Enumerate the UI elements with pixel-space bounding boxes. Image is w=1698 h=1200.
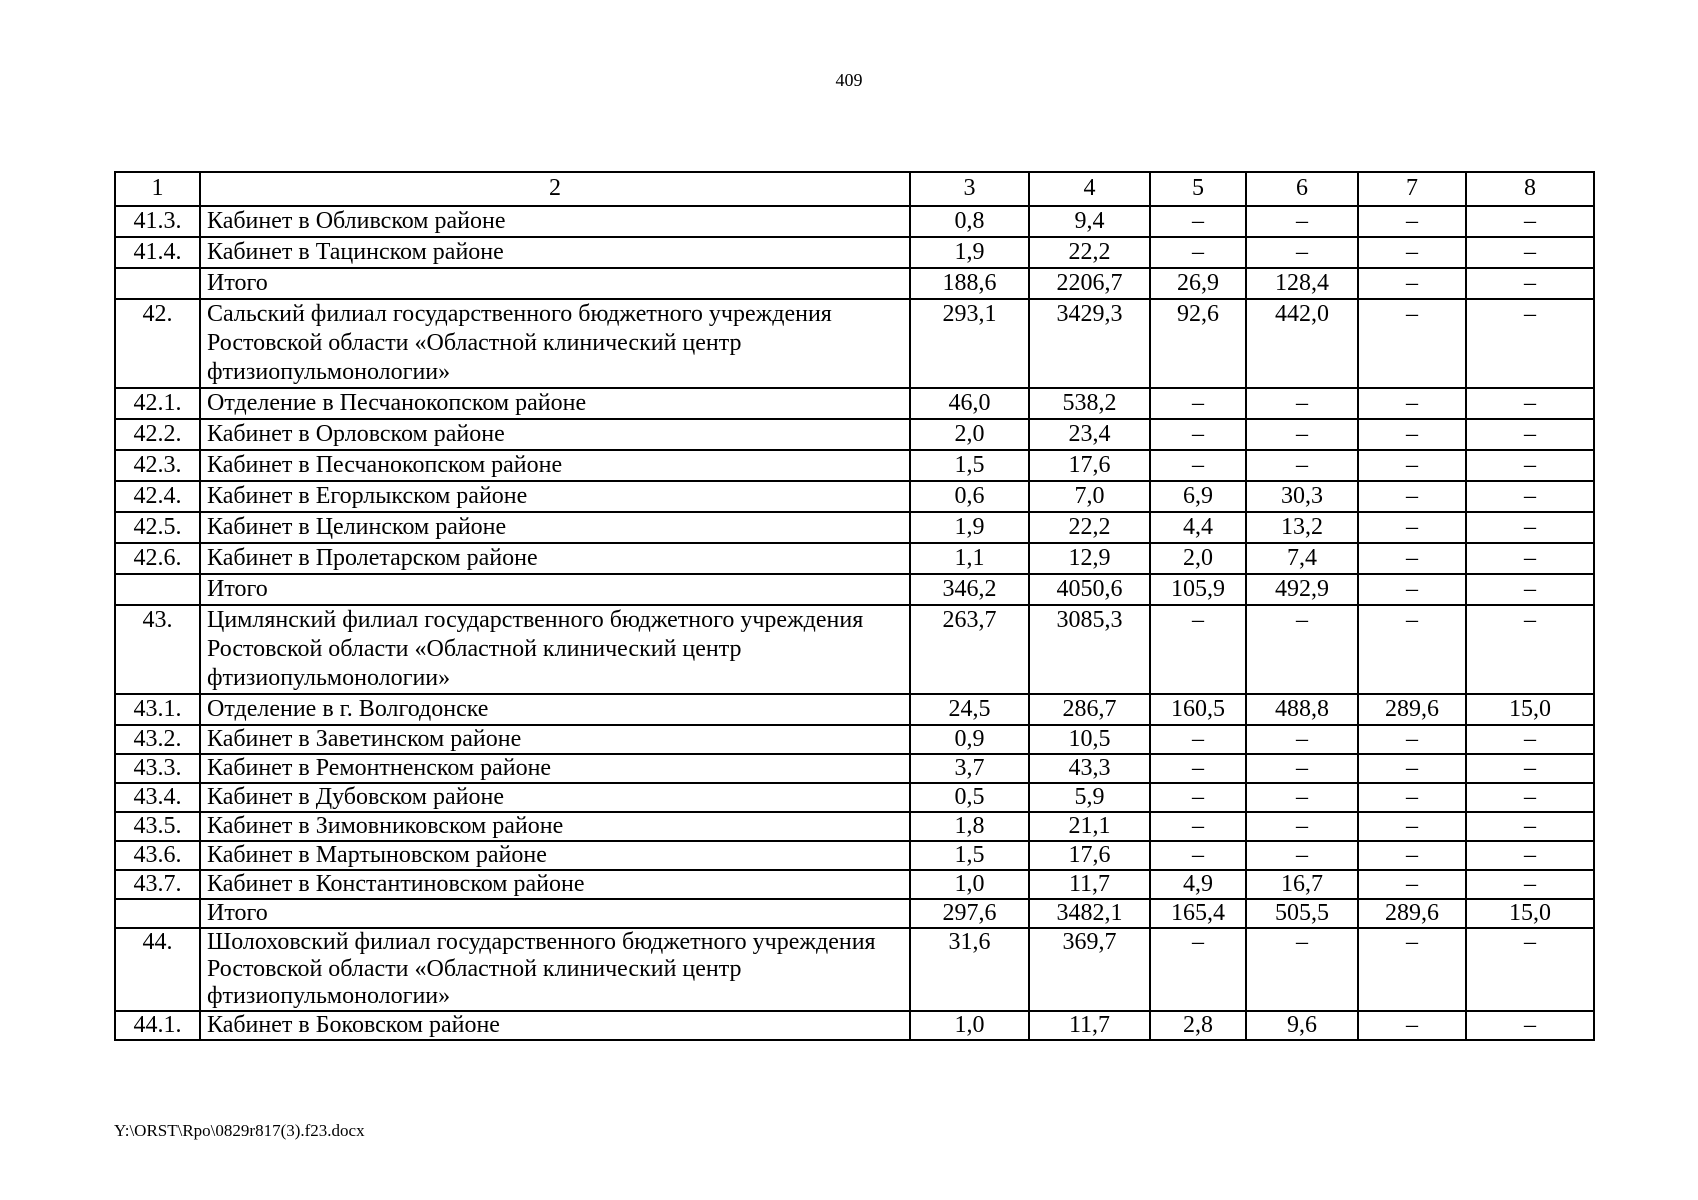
col5-value-cell: 4,9 [1150,870,1246,899]
col7-value-cell: 289,6 [1358,899,1466,928]
col4-value-cell: 5,9 [1029,783,1150,812]
row-number-cell [115,899,200,928]
col3-value-cell: 0,9 [910,725,1029,754]
col3-value-cell: 346,2 [910,574,1029,605]
col8-value-cell: – [1466,543,1594,574]
col5-value-cell: 2,0 [1150,543,1246,574]
col8-value-cell: – [1466,268,1594,299]
table-row [115,928,1594,1011]
col8-value-cell: – [1466,725,1594,754]
table-row [115,512,1594,543]
table-row [115,206,1594,237]
col4-value-cell: 9,4 [1029,206,1150,237]
row-number-cell: 44.1. [115,1011,200,1040]
col4-value-cell: 12,9 [1029,543,1150,574]
col3-value-cell: 1,9 [910,512,1029,543]
col6-value-cell: – [1246,928,1358,1011]
row-name-cell: Итого [200,268,910,299]
col7-value-cell: – [1358,206,1466,237]
row-number-cell: 43.5. [115,812,200,841]
col6-value-cell: – [1246,841,1358,870]
row-number-cell: 43.2. [115,725,200,754]
col7-value-cell: 289,6 [1358,694,1466,725]
col8-value-cell: – [1466,574,1594,605]
col3-value-cell: 1,5 [910,841,1029,870]
col4-value-cell: 22,2 [1029,237,1150,268]
col7-value-cell: – [1358,268,1466,299]
row-number-cell: 43.1. [115,694,200,725]
header-cell: 5 [1150,172,1246,206]
row-number-cell: 43.6. [115,841,200,870]
table-row [115,754,1594,783]
col8-value-cell: – [1466,754,1594,783]
col4-value-cell: 3429,3 [1029,299,1150,388]
col7-value-cell: – [1358,299,1466,388]
col3-value-cell: 24,5 [910,694,1029,725]
col5-value-cell: – [1150,783,1246,812]
row-number-cell: 42.1. [115,388,200,419]
col3-value-cell: 297,6 [910,899,1029,928]
col5-value-cell: 92,6 [1150,299,1246,388]
col8-value-cell: – [1466,450,1594,481]
row-name-cell: Кабинет в Песчанокопском районе [200,450,910,481]
header-cell: 7 [1358,172,1466,206]
col7-value-cell: – [1358,725,1466,754]
col5-value-cell: 165,4 [1150,899,1246,928]
col6-value-cell: – [1246,783,1358,812]
row-number-cell: 43.3. [115,754,200,783]
col7-value-cell: – [1358,1011,1466,1040]
col5-value-cell: – [1150,237,1246,268]
col3-value-cell: 1,0 [910,870,1029,899]
col8-value-cell: – [1466,870,1594,899]
col7-value-cell: – [1358,574,1466,605]
row-name-cell: Цимлянский филиал государственного бюджетного учреждения Ростовской области «Областной клинический центр фтизиопульмонологии» [200,605,910,694]
table-row [115,870,1594,899]
row-number-cell: 44. [115,928,200,1011]
col3-value-cell: 1,0 [910,1011,1029,1040]
table-row [115,1011,1594,1040]
col4-value-cell: 538,2 [1029,388,1150,419]
col7-value-cell: – [1358,605,1466,694]
col8-value-cell: – [1466,419,1594,450]
header-cell: 8 [1466,172,1594,206]
row-number-cell: 42.4. [115,481,200,512]
table-row [115,812,1594,841]
row-name-cell: Кабинет в Орловском районе [200,419,910,450]
row-name-cell: Шолоховский филиал государственного бюджетного учреждения Ростовской области «Областной клинический центр фтизиопульмонологии» [200,928,910,1011]
col3-value-cell: 1,1 [910,543,1029,574]
row-name-cell: Отделение в г. Волгодонске [200,694,910,725]
col4-value-cell: 11,7 [1029,870,1150,899]
row-number-cell: 43. [115,605,200,694]
col7-value-cell: – [1358,450,1466,481]
col8-value-cell: – [1466,481,1594,512]
table-row [115,299,1594,388]
col8-value-cell: – [1466,206,1594,237]
row-name-cell: Кабинет в Пролетарском районе [200,543,910,574]
row-name-cell: Кабинет в Мартыновском районе [200,841,910,870]
row-number-cell: 42.3. [115,450,200,481]
row-name-cell: Итого [200,574,910,605]
col6-value-cell: – [1246,725,1358,754]
row-number-cell: 42.5. [115,512,200,543]
header-cell: 3 [910,172,1029,206]
row-number-cell [115,268,200,299]
row-number-cell: 42.6. [115,543,200,574]
row-name-cell: Кабинет в Тацинском районе [200,237,910,268]
table-row [115,237,1594,268]
col3-value-cell: 1,8 [910,812,1029,841]
header-cell: 1 [115,172,200,206]
col7-value-cell: – [1358,543,1466,574]
row-name-cell: Кабинет в Ремонтненском районе [200,754,910,783]
col7-value-cell: – [1358,512,1466,543]
row-name-cell: Кабинет в Боковском районе [200,1011,910,1040]
col6-value-cell: – [1246,605,1358,694]
col4-value-cell: 11,7 [1029,1011,1150,1040]
table-row [115,694,1594,725]
col5-value-cell: – [1150,725,1246,754]
row-number-cell [115,574,200,605]
col3-value-cell: 3,7 [910,754,1029,783]
col3-value-cell: 1,9 [910,237,1029,268]
col6-value-cell: – [1246,206,1358,237]
col7-value-cell: – [1358,481,1466,512]
col5-value-cell: 105,9 [1150,574,1246,605]
col4-value-cell: 369,7 [1029,928,1150,1011]
col5-value-cell: 2,8 [1150,1011,1246,1040]
row-number-cell: 41.4. [115,237,200,268]
col6-value-cell: – [1246,237,1358,268]
col3-value-cell: 0,6 [910,481,1029,512]
table-row [115,450,1594,481]
row-name-cell: Кабинет в Егорлыкском районе [200,481,910,512]
col8-value-cell: – [1466,783,1594,812]
col6-value-cell: – [1246,419,1358,450]
table-row [115,543,1594,574]
col5-value-cell: 4,4 [1150,512,1246,543]
row-number-cell: 43.4. [115,783,200,812]
table-row [115,841,1594,870]
col7-value-cell: – [1358,783,1466,812]
col4-value-cell: 21,1 [1029,812,1150,841]
table-row [115,574,1594,605]
col6-value-cell: 16,7 [1246,870,1358,899]
row-number-cell: 42. [115,299,200,388]
table-row [115,605,1594,694]
row-number-cell: 41.3. [115,206,200,237]
col7-value-cell: – [1358,841,1466,870]
row-name-cell: Кабинет в Целинском районе [200,512,910,543]
col5-value-cell: 6,9 [1150,481,1246,512]
table-row [115,268,1594,299]
col6-value-cell: 505,5 [1246,899,1358,928]
col8-value-cell: 15,0 [1466,694,1594,725]
row-name-cell: Итого [200,899,910,928]
col4-value-cell: 2206,7 [1029,268,1150,299]
table-row [115,481,1594,512]
col8-value-cell: – [1466,1011,1594,1040]
col4-value-cell: 23,4 [1029,419,1150,450]
col3-value-cell: 1,5 [910,450,1029,481]
col5-value-cell: – [1150,754,1246,783]
row-name-cell: Кабинет в Обливском районе [200,206,910,237]
col5-value-cell: – [1150,928,1246,1011]
header-cell: 2 [200,172,910,206]
col4-value-cell: 10,5 [1029,725,1150,754]
col3-value-cell: 263,7 [910,605,1029,694]
col4-value-cell: 3482,1 [1029,899,1150,928]
row-name-cell: Кабинет в Зимовниковском районе [200,812,910,841]
col8-value-cell: – [1466,388,1594,419]
row-name-cell: Кабинет в Константиновском районе [200,870,910,899]
col7-value-cell: – [1358,754,1466,783]
col8-value-cell: – [1466,928,1594,1011]
col8-value-cell: – [1466,841,1594,870]
col3-value-cell: 46,0 [910,388,1029,419]
col5-value-cell: – [1150,841,1246,870]
col6-value-cell: 442,0 [1246,299,1358,388]
col4-value-cell: 43,3 [1029,754,1150,783]
header-cell: 6 [1246,172,1358,206]
table-body [115,172,1594,1040]
col5-value-cell: – [1150,450,1246,481]
row-number-cell: 42.2. [115,419,200,450]
table-row [115,783,1594,812]
col6-value-cell: 13,2 [1246,512,1358,543]
col5-value-cell: – [1150,419,1246,450]
col7-value-cell: – [1358,928,1466,1011]
col8-value-cell: – [1466,299,1594,388]
col3-value-cell: 0,8 [910,206,1029,237]
col7-value-cell: – [1358,237,1466,268]
col3-value-cell: 31,6 [910,928,1029,1011]
col8-value-cell: – [1466,512,1594,543]
col8-value-cell: – [1466,237,1594,268]
col3-value-cell: 2,0 [910,419,1029,450]
col6-value-cell: – [1246,812,1358,841]
col4-value-cell: 17,6 [1029,841,1150,870]
col6-value-cell: 488,8 [1246,694,1358,725]
page-number: 409 [835,70,863,90]
col6-value-cell: – [1246,388,1358,419]
col4-value-cell: 286,7 [1029,694,1150,725]
col4-value-cell: 4050,6 [1029,574,1150,605]
col5-value-cell: 26,9 [1150,268,1246,299]
col6-value-cell: 492,9 [1246,574,1358,605]
col6-value-cell: 30,3 [1246,481,1358,512]
table-row [115,725,1594,754]
col3-value-cell: 0,5 [910,783,1029,812]
col7-value-cell: – [1358,419,1466,450]
col5-value-cell: – [1150,388,1246,419]
row-number-cell: 43.7. [115,870,200,899]
col7-value-cell: – [1358,870,1466,899]
col6-value-cell: – [1246,754,1358,783]
col4-value-cell: 3085,3 [1029,605,1150,694]
col3-value-cell: 188,6 [910,268,1029,299]
col4-value-cell: 7,0 [1029,481,1150,512]
col4-value-cell: 17,6 [1029,450,1150,481]
row-name-cell: Отделение в Песчанокопском районе [200,388,910,419]
col7-value-cell: – [1358,388,1466,419]
footer-file-path: Y:\ORST\Rpo\0829r817(3).f23.docx [114,1121,365,1140]
col5-value-cell: – [1150,812,1246,841]
col8-value-cell: 15,0 [1466,899,1594,928]
data-table [114,171,1595,1041]
row-name-cell: Кабинет в Заветинском районе [200,725,910,754]
col6-value-cell: 128,4 [1246,268,1358,299]
col7-value-cell: – [1358,812,1466,841]
col8-value-cell: – [1466,605,1594,694]
col5-value-cell: 160,5 [1150,694,1246,725]
table-row [115,419,1594,450]
col5-value-cell: – [1150,605,1246,694]
col5-value-cell: – [1150,206,1246,237]
table-row [115,899,1594,928]
col8-value-cell: – [1466,812,1594,841]
header-cell: 4 [1029,172,1150,206]
col4-value-cell: 22,2 [1029,512,1150,543]
col6-value-cell: 7,4 [1246,543,1358,574]
col3-value-cell: 293,1 [910,299,1029,388]
header-row [115,172,1594,206]
row-name-cell: Кабинет в Дубовском районе [200,783,910,812]
row-name-cell: Сальский филиал государственного бюджетного учреждения Ростовской области «Областной клинический центр фтизиопульмонологии» [200,299,910,388]
table-row [115,388,1594,419]
col6-value-cell: – [1246,450,1358,481]
col6-value-cell: 9,6 [1246,1011,1358,1040]
